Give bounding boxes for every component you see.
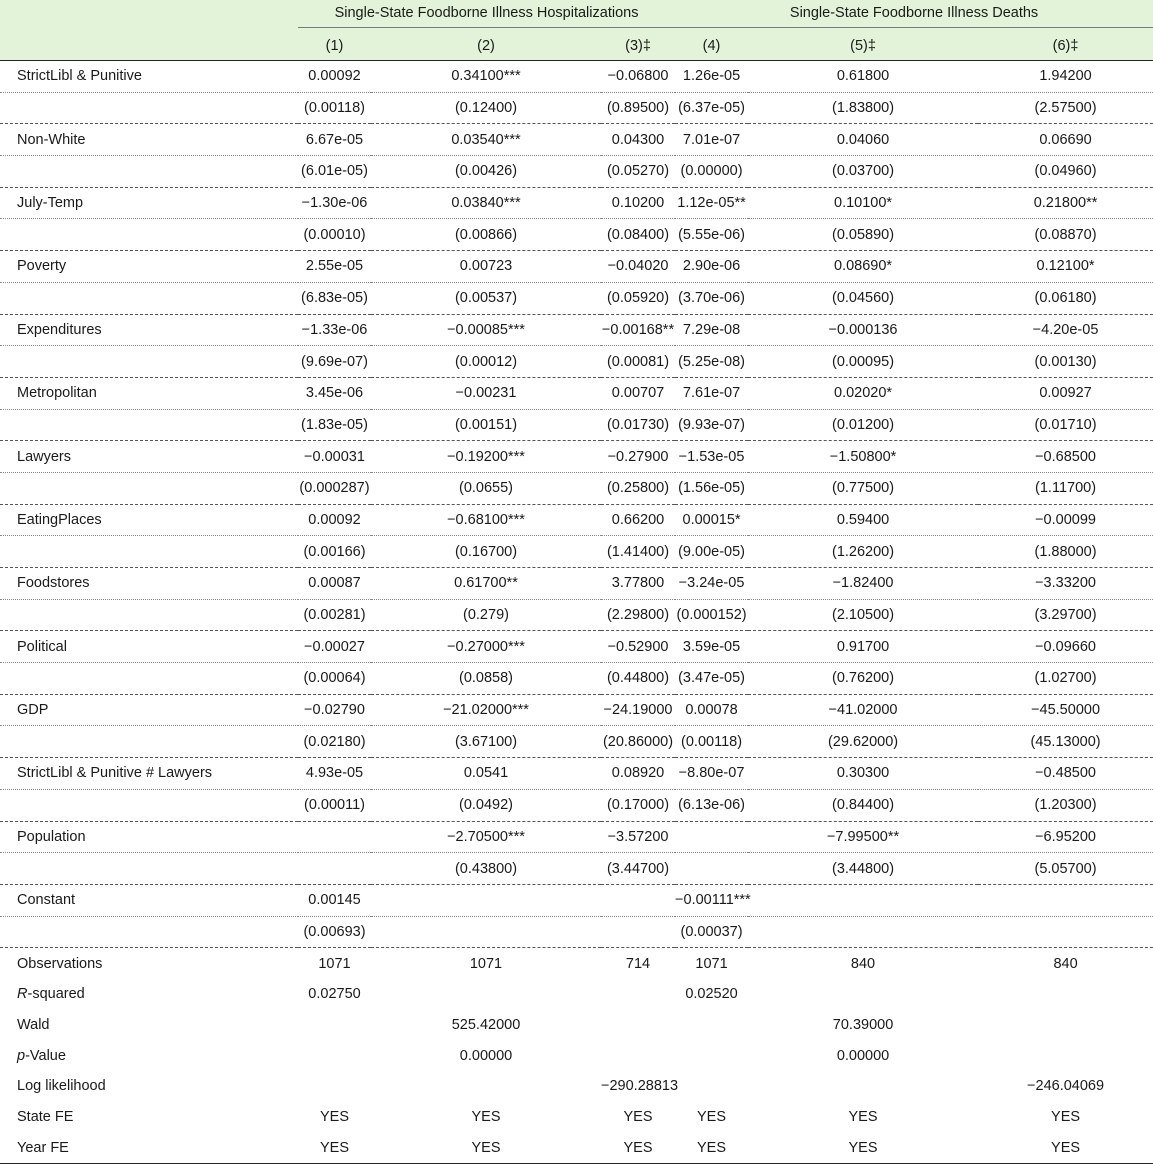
table-cell: 0.00000	[836, 1047, 890, 1064]
table-cell: 0.00723	[371, 251, 601, 283]
table-cell: (0.00866)	[371, 219, 601, 251]
table-cell: (0.84400)	[748, 789, 978, 821]
table-cell: (20.86000)	[601, 726, 675, 758]
row-label: Population	[0, 821, 298, 853]
table-cell: 0.02020*	[748, 377, 978, 409]
table-cell: (0.00095)	[748, 346, 978, 378]
table-cell	[675, 1040, 748, 1071]
table-cell: (0.00693)	[298, 916, 371, 948]
table-cell: (29.62000)	[748, 726, 978, 758]
table-cell: 0.08920	[601, 758, 675, 790]
table-cell: (3.44800)	[748, 853, 978, 885]
table-cell: (1.88000)	[978, 536, 1153, 568]
stat-row	[0, 1132, 1153, 1163]
coefficient-row	[0, 251, 1153, 283]
row-label: Foodstores	[0, 568, 298, 600]
table-cell: (0.12400)	[371, 92, 601, 124]
row-label: EatingPlaces	[0, 504, 298, 536]
row-label: Wald	[17, 1016, 50, 1033]
table-cell: (0.00010)	[298, 219, 371, 251]
stat-row	[0, 1102, 1153, 1133]
table-cell: (0.00426)	[371, 156, 601, 188]
table-cell: (0.00000)	[675, 156, 748, 188]
table-cell: 0.0541	[371, 758, 601, 790]
table-cell: (2.57500)	[978, 92, 1153, 124]
table-cell: (0.08870)	[978, 219, 1153, 251]
table-cell: (0.00064)	[298, 663, 371, 695]
stat-row	[0, 1010, 1153, 1041]
coefficient-row	[0, 61, 1153, 93]
table-cell: (0.00037)	[675, 916, 748, 948]
table-cell: (0.0858)	[371, 663, 601, 695]
table-cell: 840	[1053, 955, 1078, 972]
table-cell: (2.29800)	[601, 599, 675, 631]
table-cell	[298, 1010, 371, 1041]
table-cell: −3.57200	[601, 821, 675, 853]
table-cell: (0.76200)	[748, 663, 978, 695]
table-cell: −0.06800	[601, 61, 675, 93]
std-error-row	[0, 156, 1153, 188]
table-cell: (0.04560)	[748, 282, 978, 314]
table-cell	[978, 916, 1153, 948]
table-cell	[675, 853, 748, 885]
table-cell: YES	[697, 1109, 727, 1126]
table-cell: −21.02000***	[371, 694, 601, 726]
table-cell: 0.04060	[748, 124, 978, 156]
table-cell	[978, 1040, 1153, 1071]
table-cell: 0.34100***	[371, 61, 601, 93]
row-label	[0, 219, 298, 251]
table-cell: 0.00000	[459, 1047, 513, 1064]
table-cell: YES	[319, 1109, 349, 1126]
table-cell: −24.19000	[601, 694, 675, 726]
row-label	[0, 346, 298, 378]
row-label: Log likelihood	[17, 1078, 106, 1095]
table-cell: (6.01e-05)	[298, 156, 371, 188]
table-cell: YES	[748, 1132, 978, 1163]
table-cell: −8.80e-07	[675, 758, 748, 790]
table-cell	[748, 1071, 978, 1102]
row-label	[0, 789, 298, 821]
column-header: (1)	[298, 32, 371, 61]
table-cell: −0.00231	[371, 377, 601, 409]
table-cell: (5.05700)	[978, 853, 1153, 885]
table-cell: −0.02790	[298, 694, 371, 726]
column-header: (3)‡	[601, 32, 675, 61]
coefficient-row	[0, 441, 1153, 473]
table-cell: (0.000152)	[675, 599, 748, 631]
table-cell: (0.08400)	[601, 219, 675, 251]
table-cell	[371, 1071, 601, 1102]
table-cell: (5.25e-08)	[675, 346, 748, 378]
row-label: StrictLibl & Punitive # Lawyers	[0, 758, 298, 790]
table-cell	[298, 1040, 371, 1071]
row-label: Political	[0, 631, 298, 663]
table-cell: 0.12100*	[978, 251, 1153, 283]
coefficient-row	[0, 314, 1153, 346]
table-cell	[601, 1040, 675, 1071]
row-label: Non-White	[0, 124, 298, 156]
table-cell: (1.11700)	[978, 472, 1153, 504]
table-cell: −7.99500**	[748, 821, 978, 853]
table-cell: 0.02750	[308, 986, 361, 1003]
table-cell: 1.26e-05	[675, 61, 748, 93]
table-cell: −0.04020	[601, 251, 675, 283]
table-cell: (0.000287)	[298, 472, 371, 504]
table-cell: (9.00e-05)	[675, 536, 748, 568]
table-cell: (6.37e-05)	[675, 92, 748, 124]
table-cell: 0.61800	[748, 61, 978, 93]
table-cell: −0.00031	[298, 441, 371, 473]
coefficient-row	[0, 377, 1153, 409]
table-cell: 0.10200	[601, 187, 675, 219]
table-cell: (0.77500)	[748, 472, 978, 504]
table-cell	[748, 979, 978, 1010]
table-cell: (1.83e-05)	[298, 409, 371, 441]
coefficient-row	[0, 758, 1153, 790]
table-cell: (0.06180)	[978, 282, 1153, 314]
row-label: StrictLibl & Punitive	[0, 61, 298, 93]
table-cell: (3.47e-05)	[675, 663, 748, 695]
table-cell	[675, 1010, 748, 1041]
table-cell: −45.50000	[978, 694, 1153, 726]
row-label: State FE	[17, 1109, 74, 1126]
table-cell: YES	[848, 1109, 878, 1126]
table-cell: 0.61700**	[371, 568, 601, 600]
table-cell: −1.50800*	[748, 441, 978, 473]
table-cell: (0.04960)	[978, 156, 1153, 188]
row-label: July-Temp	[0, 187, 298, 219]
group-header-deaths: Single-State Foodborne Illness Deaths	[675, 0, 1153, 32]
stat-row	[0, 1071, 1153, 1102]
row-label	[0, 599, 298, 631]
table-cell: (0.01730)	[601, 409, 675, 441]
table-cell: 1071	[318, 955, 351, 972]
coefficient-row	[0, 631, 1153, 663]
table-cell: (0.05890)	[748, 219, 978, 251]
table-cell: (0.43800)	[371, 853, 601, 885]
table-cell	[748, 916, 978, 948]
table-cell: YES	[371, 1132, 601, 1163]
table-cell: 0.00087	[298, 568, 371, 600]
std-error-row	[0, 916, 1153, 948]
std-error-row	[0, 853, 1153, 885]
table-cell	[371, 916, 601, 948]
std-error-row	[0, 726, 1153, 758]
table-cell: YES	[298, 1132, 371, 1163]
row-label: Observations	[17, 955, 103, 972]
table-cell: 0.04300	[601, 124, 675, 156]
table-body	[0, 61, 1153, 1164]
table-cell: −0.09660	[978, 631, 1153, 663]
table-cell	[675, 821, 748, 853]
table-cell: −0.52900	[601, 631, 675, 663]
table-cell: 525.42000	[451, 1016, 521, 1033]
row-label	[0, 282, 298, 314]
coefficient-row	[0, 694, 1153, 726]
table-cell: YES	[623, 1109, 653, 1126]
table-cell: (0.00011)	[298, 789, 371, 821]
table-cell: 0.00092	[298, 61, 371, 93]
table-cell: −1.30e-06	[298, 187, 371, 219]
table-cell: (1.20300)	[978, 789, 1153, 821]
table-cell: 0.10100*	[748, 187, 978, 219]
table-cell	[298, 853, 371, 885]
std-error-row	[0, 472, 1153, 504]
table-cell: 0.02520	[685, 986, 738, 1003]
table-cell: (1.26200)	[748, 536, 978, 568]
table-cell: 1.94200	[978, 61, 1153, 93]
table-cell: 7.61e-07	[675, 377, 748, 409]
table-cell: (0.00118)	[298, 92, 371, 124]
table-cell: 0.00015*	[675, 504, 748, 536]
row-label: Year FE	[0, 1132, 298, 1163]
table-cell: 3.45e-06	[298, 377, 371, 409]
table-cell: YES	[471, 1109, 501, 1126]
std-error-row	[0, 92, 1153, 124]
table-cell: 0.06690	[978, 124, 1153, 156]
table-cell: (0.00130)	[978, 346, 1153, 378]
table-cell: (0.0492)	[371, 789, 601, 821]
table-cell: YES	[675, 1132, 748, 1163]
table-cell: (6.83e-05)	[298, 282, 371, 314]
table-cell: 0.08690*	[748, 251, 978, 283]
table-cell: 0.21800**	[978, 187, 1153, 219]
std-error-row	[0, 219, 1153, 251]
group-header-hospitalizations: Single-State Foodborne Illness Hospitalizations	[298, 0, 675, 32]
row-label	[0, 663, 298, 695]
table-cell: (0.03700)	[748, 156, 978, 188]
table-cell: −1.33e-06	[298, 314, 371, 346]
column-header: (5)‡	[748, 32, 978, 61]
table-cell: −0.27900	[601, 441, 675, 473]
table-cell: −0.000136	[748, 314, 978, 346]
table-cell: (5.55e-06)	[675, 219, 748, 251]
table-cell: YES	[978, 1132, 1153, 1163]
table-cell: 0.00078	[675, 694, 748, 726]
table-cell: (1.41400)	[601, 536, 675, 568]
table-cell: 3.77800	[601, 568, 675, 600]
table-cell: −0.68500	[978, 441, 1153, 473]
column-header: (4)	[675, 32, 748, 61]
table-cell: −0.00111***	[675, 884, 748, 916]
row-label	[0, 853, 298, 885]
row-label	[0, 409, 298, 441]
table-cell: (0.44800)	[601, 663, 675, 695]
row-label	[0, 726, 298, 758]
std-error-row	[0, 789, 1153, 821]
table-cell	[298, 821, 371, 853]
table-cell: (0.02180)	[298, 726, 371, 758]
row-label: p-Value	[17, 1047, 66, 1064]
table-cell: YES	[601, 1132, 675, 1163]
coefficient-row	[0, 124, 1153, 156]
table-cell: (3.70e-06)	[675, 282, 748, 314]
table-cell: 840	[850, 955, 876, 972]
stat-row	[0, 948, 1153, 979]
table-cell: (6.13e-06)	[675, 789, 748, 821]
column-numbers-row	[0, 32, 1153, 61]
row-label: Lawyers	[0, 441, 298, 473]
table-cell: (0.01200)	[748, 409, 978, 441]
std-error-row	[0, 536, 1153, 568]
table-cell: 4.93e-05	[298, 758, 371, 790]
table-cell: 7.29e-08	[675, 314, 748, 346]
table-cell: (0.05920)	[601, 282, 675, 314]
table-cell: 0.00092	[298, 504, 371, 536]
table-cell: (0.0655)	[371, 472, 601, 504]
table-cell	[601, 884, 675, 916]
table-cell: 0.03540***	[371, 124, 601, 156]
table-cell: −1.82400	[748, 568, 978, 600]
table-cell: (45.13000)	[978, 726, 1153, 758]
table-cell: 0.30300	[748, 758, 978, 790]
row-label: R-squared	[17, 986, 85, 1003]
coefficient-row	[0, 187, 1153, 219]
table-cell	[748, 884, 978, 916]
table-cell	[371, 884, 601, 916]
table-cell: −0.00085***	[371, 314, 601, 346]
table-cell: −4.20e-05	[978, 314, 1153, 346]
table-cell: −0.48500	[978, 758, 1153, 790]
table-cell	[978, 884, 1153, 916]
table-cell: YES	[1051, 1109, 1081, 1126]
table-cell: 70.39000	[832, 1016, 894, 1033]
table-cell	[601, 916, 675, 948]
table-cell: −0.00027	[298, 631, 371, 663]
table-cell: 0.91700	[748, 631, 978, 663]
table-cell: (0.00151)	[371, 409, 601, 441]
table-cell: (3.29700)	[978, 599, 1153, 631]
coefficient-row	[0, 884, 1153, 916]
table-cell: 2.90e-06	[675, 251, 748, 283]
table-cell: 0.66200	[601, 504, 675, 536]
table-cell: −0.68100***	[371, 504, 601, 536]
table-cell	[601, 979, 675, 1010]
table-cell: −3.33200	[978, 568, 1153, 600]
table-cell: (3.44700)	[601, 853, 675, 885]
std-error-row	[0, 409, 1153, 441]
coefficient-row	[0, 504, 1153, 536]
table-cell	[978, 1010, 1153, 1041]
table-cell: (0.00537)	[371, 282, 601, 314]
row-label: Constant	[0, 884, 298, 916]
table-header	[0, 0, 1153, 61]
table-cell: (9.69e-07)	[298, 346, 371, 378]
table-cell: 0.59400	[748, 504, 978, 536]
row-label	[0, 472, 298, 504]
table-cell: −290.28813	[601, 1078, 679, 1095]
row-label: GDP	[0, 694, 298, 726]
row-label: Poverty	[0, 251, 298, 283]
table-cell: −3.24e-05	[675, 568, 748, 600]
row-label	[0, 156, 298, 188]
table-cell: (0.16700)	[371, 536, 601, 568]
table-cell: (0.05270)	[601, 156, 675, 188]
table-cell: −0.27000***	[371, 631, 601, 663]
table-cell: (0.89500)	[601, 92, 675, 124]
table-cell: −2.70500***	[371, 821, 601, 853]
table-cell: 0.03840***	[371, 187, 601, 219]
std-error-row	[0, 346, 1153, 378]
table-cell: −0.19200***	[371, 441, 601, 473]
table-cell: −1.53e-05	[675, 441, 748, 473]
table-cell: 6.67e-05	[298, 124, 371, 156]
table-cell: (0.00166)	[298, 536, 371, 568]
table-cell: (0.01710)	[978, 409, 1153, 441]
row-label: Expenditures	[0, 314, 298, 346]
std-error-row	[0, 663, 1153, 695]
table-cell	[371, 979, 601, 1010]
stat-row	[0, 1040, 1153, 1071]
stat-row	[0, 979, 1153, 1010]
table-cell	[675, 1071, 748, 1102]
std-error-row	[0, 599, 1153, 631]
row-label	[0, 916, 298, 948]
table-cell: (0.279)	[371, 599, 601, 631]
table-cell: 714	[625, 955, 651, 972]
table-cell: (0.00081)	[601, 346, 675, 378]
row-label: Metropolitan	[0, 377, 298, 409]
table-cell: 0.00145	[298, 884, 371, 916]
table-cell: (0.25800)	[601, 472, 675, 504]
column-header: (2)	[371, 32, 601, 61]
table-cell: (0.00012)	[371, 346, 601, 378]
table-cell	[601, 1010, 675, 1041]
table-cell: −0.00168**	[601, 314, 675, 346]
table-cell: (1.83800)	[748, 92, 978, 124]
table-cell: (1.02700)	[978, 663, 1153, 695]
table-cell	[298, 1071, 371, 1102]
table-cell: 3.59e-05	[675, 631, 748, 663]
coefficient-row	[0, 821, 1153, 853]
table-cell: (1.56e-05)	[675, 472, 748, 504]
table-cell: 1.12e-05**	[675, 187, 748, 219]
table-cell: −0.00099	[978, 504, 1153, 536]
table-cell: 7.01e-07	[675, 124, 748, 156]
table-cell	[978, 979, 1153, 1010]
table-cell: 2.55e-05	[298, 251, 371, 283]
table-cell: (0.00281)	[298, 599, 371, 631]
table-cell: (3.67100)	[371, 726, 601, 758]
std-error-row	[0, 282, 1153, 314]
coefficient-row	[0, 568, 1153, 600]
row-label	[0, 92, 298, 124]
table-cell: −41.02000	[748, 694, 978, 726]
table-cell: 0.00707	[601, 377, 675, 409]
column-header: (6)‡	[978, 32, 1153, 61]
table-cell: (0.00118)	[675, 726, 748, 758]
table-cell: 1071	[695, 955, 728, 972]
table-cell: (2.10500)	[748, 599, 978, 631]
table-cell: 1071	[469, 955, 503, 972]
table-cell: −246.04069	[1027, 1078, 1105, 1095]
table-cell: (9.93e-07)	[675, 409, 748, 441]
table-cell: −6.95200	[978, 821, 1153, 853]
row-label	[0, 536, 298, 568]
table-cell: (0.17000)	[601, 789, 675, 821]
table-cell: 0.00927	[978, 377, 1153, 409]
